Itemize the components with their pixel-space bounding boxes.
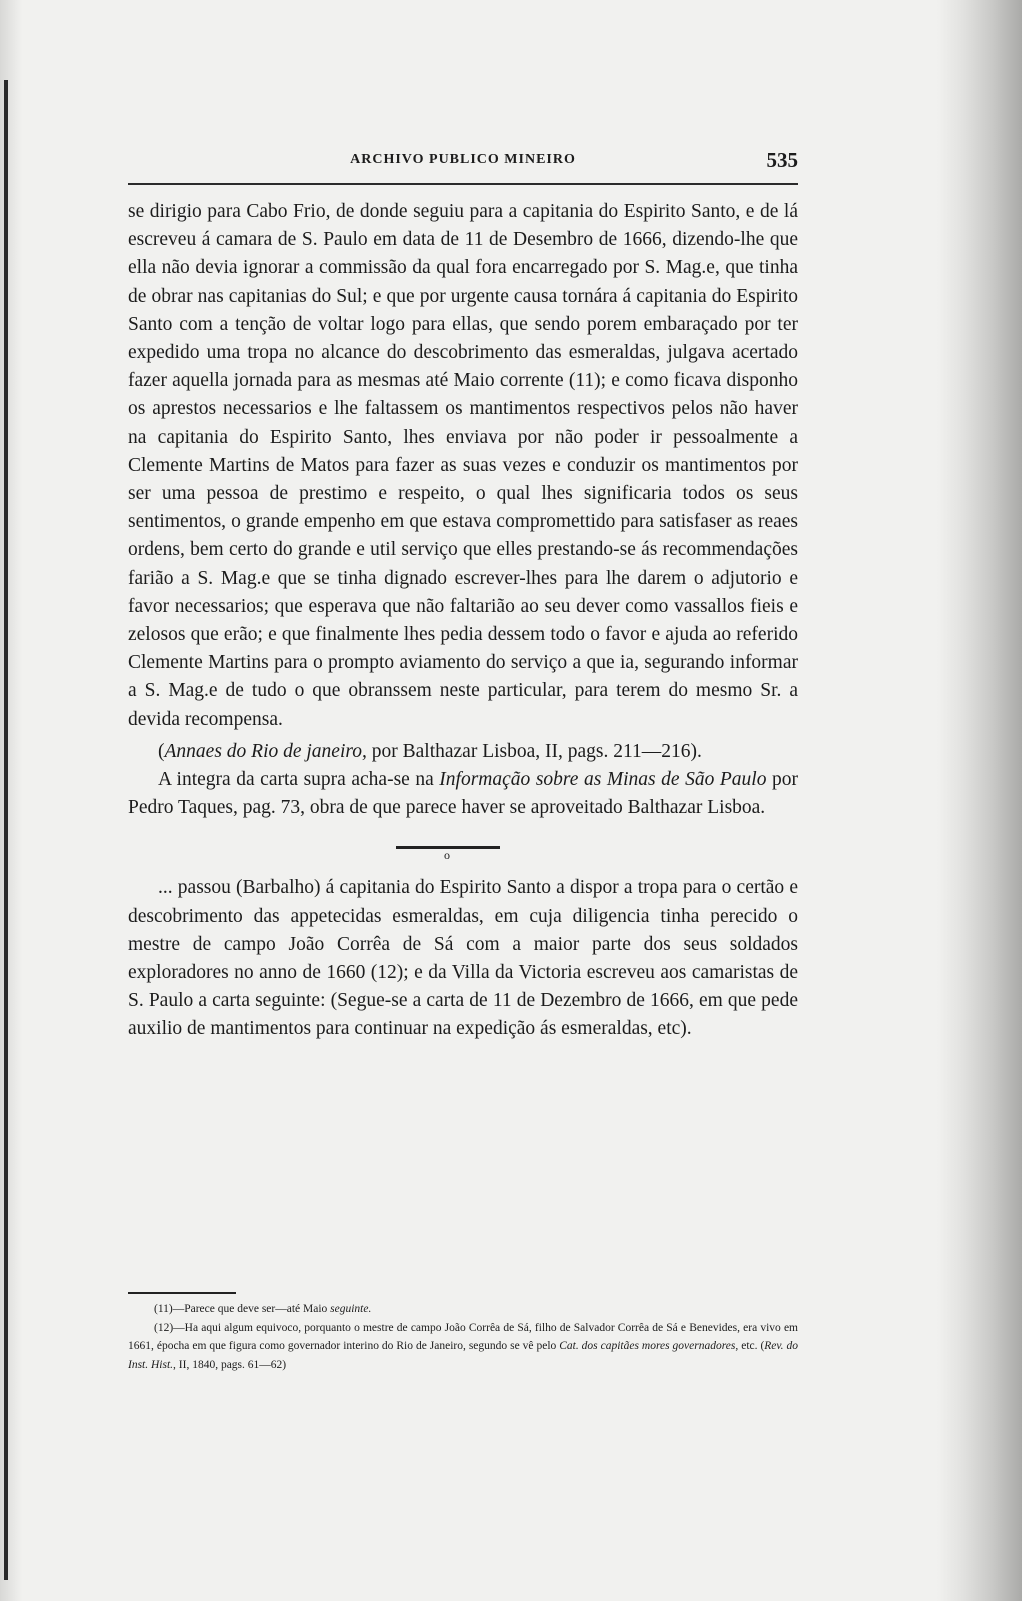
footnote-12-part-2: , etc. ( — [735, 1340, 765, 1352]
footnote-12-part-1: (12)—Ha aqui algum equivoco, porquanto o mestre de campo João Corrêa de Sá, filho de Salvador Corrêa de Sá e Benevides, era vivo em 1661, épocha em que figura como governador interino do Rio de Janeiro, segundo se vê pelo — [128, 1321, 798, 1352]
paragraph-1: se dirigio para Cabo Frio, de donde seguiu para a capitania do Espirito Santo, e de lá escreveu á camara de S. Paulo em data de 11 de Desembro de 1666, dizendo-lhe que ella não devia ignorar a commissão da qual fora encarregado por S. Mag.e, que tinha de obrar nas capitanias do Sul; e que por urgente causa tornára á capitania do Espirito Santo com a tenção de voltar logo para ellas, que sendo porem embaraçado por ter expedido uma tropa no alcance do descobrimento das esmeraldas, julgava acertado fazer aquella jornada para as mesmas até Maio corrente (11); e como ficava disponho os aprestos necessarios e lhe faltassem os mantimentos respectivos pelos não haver na capitania do Espirito Santo, lhes enviava por não poder ir pessoalmente a Clemente Martins de Matos para fazer as suas vezes e conduzir os mantimentos por ser uma pessoa de prestimo e respeito, o qual lhes significaria todos os seus sentimentos, o grande empenho em que estava compromettido para satisfaser as reaes ordens, bem certo do grande e util serviço que elles prestando-se ás recommendações farião a S. Mag.e que se tinha dignado escrever-lhes para lhe darem o adjutorio e favor necessarios; que esperava que não faltarião ao seu dever como vassallos fieis e zelosos que erão; e que finalmente lhes pedia dessem todo o favor e ajuda ao referido Clemente Martins para o prompto aviamento do serviço a que ia, segurando informar a S. Mag.e de tudo o que obranssem neste particular, para terem do mesmo Sr. a devida recompensa. — [128, 201, 798, 730]
footnote-12-italic-1: Cat. dos capitães mores governadores — [559, 1340, 736, 1352]
citation — [128, 738, 798, 766]
page-body — [128, 198, 798, 1044]
divider-ornament: o — [444, 848, 450, 863]
paragraph-2-part-2: por Pedro Taques, pag. 73, obra de que parece haver se aproveitado Balthazar Lisboa. — [128, 769, 798, 819]
footnotes — [128, 1300, 798, 1374]
paragraph-2-part-1: A integra da carta supra acha-se na — [158, 769, 440, 791]
scan-right-edge — [937, 0, 1022, 1601]
footnotes-rule — [128, 1292, 236, 1294]
footnote-12 — [128, 1319, 798, 1375]
citation-rest: por Balthazar Lisboa, II, pags. 211—216). — [366, 740, 702, 762]
footnote-12-part-3: , II, 1840, pags. 61—62) — [173, 1358, 287, 1371]
footnote-11-text: (11)—Parece que deve ser—até Maio — [154, 1303, 331, 1315]
paragraph-2 — [128, 766, 798, 822]
citation-open: ( — [158, 740, 165, 762]
header-rule — [128, 183, 798, 185]
citation-source-title: Annaes do Rio de janeiro, — [164, 740, 367, 762]
footnote-11-italic: seguinte. — [330, 1303, 372, 1315]
page-header — [128, 150, 798, 180]
page-number: 535 — [766, 148, 798, 172]
paragraph-2-italic: Informação sobre as Minas de São Paulo — [439, 769, 767, 791]
footnote-11 — [128, 1300, 798, 1319]
running-title: ARCHIVO PUBLICO MINEIRO — [350, 152, 576, 167]
section-divider — [128, 834, 798, 874]
binding-shadow — [4, 80, 8, 1580]
footnote-12-italic-2: Rev. do Inst. Hist. — [128, 1340, 798, 1371]
paragraph-3: ... passou (Barbalho) á capitania do Espirito Santo a dispor a tropa para o certão e descobrimento das appetecidas esmeraldas, em cuja diligencia tinha perecido o mestre de campo João Corrêa de Sá com a maior parte dos seus soldados exploradores no anno de 1660 (12); e da Villa da Victoria escreveu aos camaristas de S. Paulo a carta seguinte: (Segue-se a carta de 11 de Dezembro de 1666, em que pede auxilio de mantimentos para continuar na expedição ás esmeraldas, etc). — [128, 877, 798, 1040]
